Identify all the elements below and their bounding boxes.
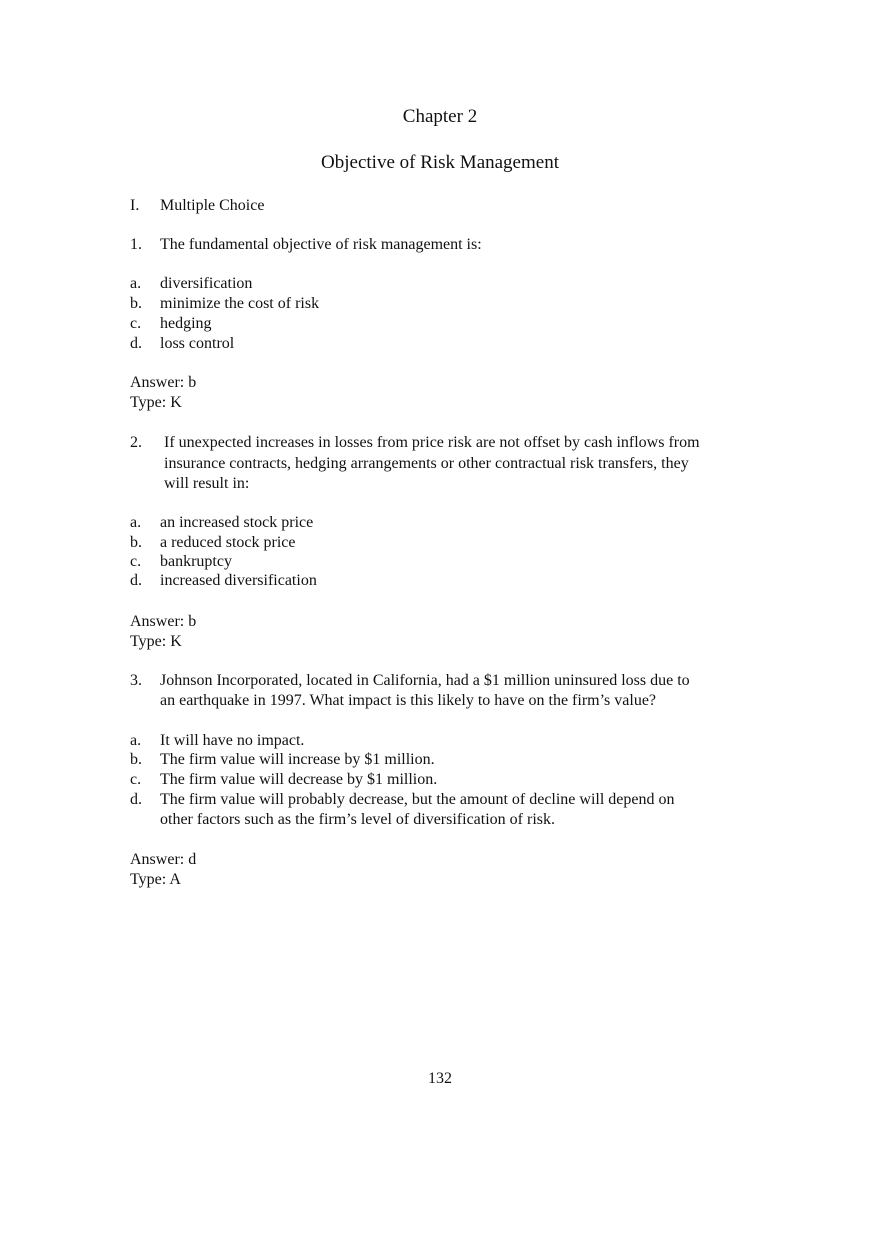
option-text: bankruptcy bbox=[160, 553, 232, 570]
answer-3: Answer: d bbox=[130, 851, 197, 868]
option-2c bbox=[130, 552, 232, 572]
option-text-continued: other factors such as the firm’s level of diversification of risk. bbox=[160, 811, 555, 828]
option-letter: c. bbox=[130, 553, 142, 570]
option-letter: c. bbox=[130, 771, 142, 788]
section-number: I. bbox=[130, 197, 140, 214]
option-text: It will have no impact. bbox=[160, 732, 305, 749]
question-2 bbox=[130, 433, 700, 453]
option-text: The firm value will increase by $1 million. bbox=[160, 751, 435, 768]
option-2a bbox=[130, 513, 314, 533]
question-text-line: The fundamental objective of risk management is: bbox=[160, 236, 482, 253]
option-letter: a. bbox=[130, 514, 142, 531]
section-heading bbox=[130, 196, 265, 216]
question-text-line: If unexpected increases in losses from price risk are not offset by cash inflows from bbox=[164, 434, 700, 451]
question-number: 2. bbox=[130, 434, 142, 451]
question-text-line: Johnson Incorporated, located in California, had a $1 million uninsured loss due to bbox=[160, 672, 690, 689]
option-text: an increased stock price bbox=[160, 514, 314, 531]
option-letter: a. bbox=[130, 275, 142, 292]
option-3d bbox=[130, 790, 675, 810]
option-1a bbox=[130, 274, 253, 294]
question-text-line: an earthquake in 1997. What impact is this likely to have on the firm’s value? bbox=[160, 692, 657, 709]
chapter-heading: Chapter 2 bbox=[402, 106, 478, 127]
option-text: diversification bbox=[160, 275, 253, 292]
option-letter: c. bbox=[130, 315, 142, 332]
option-text: increased diversification bbox=[160, 572, 317, 589]
option-text: minimize the cost of risk bbox=[160, 295, 320, 312]
option-letter: b. bbox=[130, 534, 142, 551]
page-title: Objective of Risk Management bbox=[321, 152, 559, 173]
option-text: The firm value will decrease by $1 million. bbox=[160, 771, 438, 788]
option-text: a reduced stock price bbox=[160, 534, 296, 551]
question-text-line: insurance contracts, hedging arrangements or other contractual risk transfers, they bbox=[164, 455, 689, 472]
type-2: Type: K bbox=[130, 633, 182, 650]
option-letter: b. bbox=[130, 295, 142, 312]
option-text: hedging bbox=[160, 315, 212, 332]
page-number: 132 bbox=[428, 1070, 452, 1087]
option-letter: b. bbox=[130, 751, 142, 768]
option-1c bbox=[130, 314, 212, 334]
option-text: The firm value will probably decrease, but the amount of decline will depend on bbox=[160, 791, 675, 808]
answer-2: Answer: b bbox=[130, 613, 197, 630]
question-number: 1. bbox=[130, 236, 142, 253]
option-2d bbox=[130, 571, 317, 591]
answer-1: Answer: b bbox=[130, 374, 197, 391]
type-3: Type: A bbox=[130, 871, 181, 888]
type-1: Type: K bbox=[130, 394, 182, 411]
option-letter: d. bbox=[130, 572, 142, 589]
question-3 bbox=[130, 671, 690, 691]
question-text-line: will result in: bbox=[164, 475, 250, 492]
section-label: Multiple Choice bbox=[160, 197, 265, 214]
option-3b bbox=[130, 750, 435, 770]
option-1d bbox=[130, 334, 235, 354]
option-3a bbox=[130, 731, 305, 751]
option-2b bbox=[130, 533, 296, 553]
option-letter: d. bbox=[130, 335, 142, 352]
option-3c bbox=[130, 770, 438, 790]
option-text: loss control bbox=[160, 335, 235, 352]
option-letter: d. bbox=[130, 791, 142, 808]
question-number: 3. bbox=[130, 672, 142, 689]
question-1 bbox=[130, 235, 482, 255]
option-letter: a. bbox=[130, 732, 142, 749]
option-1b bbox=[130, 294, 320, 314]
